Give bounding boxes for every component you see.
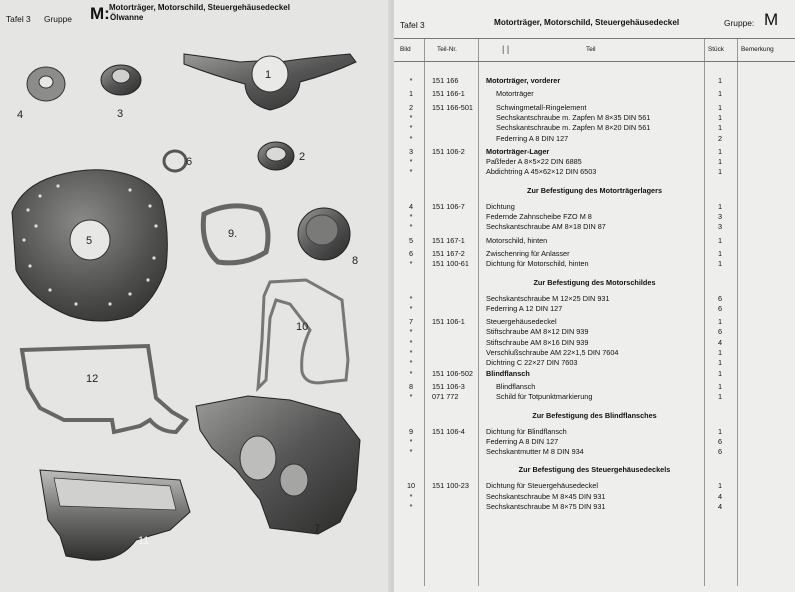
cell-teil: Blindflansch: [496, 381, 536, 391]
cell-teil-nr: 071 772: [432, 392, 459, 402]
gasket-ring-part: [17, 67, 65, 121]
cell-bild: *: [409, 212, 413, 221]
header-bild: Bild: [400, 46, 411, 53]
cell-stueck: 1: [717, 123, 723, 133]
cell-stueck: 1: [717, 317, 723, 327]
cell-teil: Blindflansch: [486, 368, 530, 378]
svg-text:12: 12: [86, 373, 99, 385]
cell-stueck: 1: [717, 102, 723, 112]
cell-bild: 7: [408, 317, 414, 327]
table-row: [394, 167, 795, 177]
cell-bild: *: [409, 436, 413, 446]
table-row: [394, 481, 795, 491]
cell-stueck: 4: [717, 491, 723, 501]
svg-text:2: 2: [299, 151, 306, 163]
cell-stueck: 1: [717, 481, 723, 491]
cell-bild: 8: [408, 381, 414, 391]
cell-bild: *: [409, 157, 413, 167]
table-header: [394, 38, 795, 62]
cell-teil: Sechskantschraube M 8×45 DIN 931: [486, 491, 606, 501]
table-row: [394, 392, 795, 402]
table-row: [394, 382, 795, 392]
flange-ring-part: [101, 65, 141, 120]
cell-stueck: 6: [717, 293, 723, 303]
right-gruppe-label: Gruppe:: [724, 18, 755, 28]
bearing-part: [258, 142, 305, 170]
cell-bild: *: [409, 368, 413, 378]
cell-teil: Federnde Zahnscheibe FZO M 8: [486, 212, 592, 221]
cell-stueck: 4: [717, 502, 723, 511]
table-row: [394, 427, 795, 437]
cell-teil-nr: 151 166-1: [432, 89, 465, 99]
svg-text:10: 10: [296, 321, 309, 333]
cell-stueck: 1: [717, 348, 723, 357]
cell-stueck: 1: [717, 259, 723, 269]
header-teil-nr: Teil-Nr.: [437, 46, 457, 53]
cell-teil: Schwingmetall-Ringelement: [496, 102, 587, 112]
cell-teil: Dichtung für Blindflansch: [486, 426, 567, 436]
section-heading: Zur Befestigung des Motorschildes: [533, 277, 656, 287]
cell-stueck: 1: [717, 76, 723, 85]
left-group-letter: M:: [90, 4, 110, 23]
cell-bild: *: [409, 337, 413, 347]
cell-bild: 10: [406, 481, 416, 491]
cell-stueck: 1: [717, 89, 723, 99]
left-title-line2: Ölwanne: [110, 13, 144, 22]
svg-text:3: 3: [117, 108, 124, 120]
cell-bild: *: [409, 447, 413, 457]
cell-teil-nr: 151 166-501: [432, 102, 473, 112]
cell-teil: Dichtung für Motorschild, hinten: [486, 259, 589, 269]
cell-stueck: 6: [717, 436, 723, 446]
cell-teil: Schild für Totpunktmarkierung: [496, 392, 593, 402]
table-row: [394, 317, 795, 327]
header-bemerkung: Bemerkung: [741, 46, 774, 53]
cell-stueck: 1: [717, 112, 723, 122]
table-row: [394, 113, 795, 123]
table-row: [394, 338, 795, 348]
cell-teil: Federring A 12 DIN 127: [486, 303, 563, 313]
cover-gasket-part: [258, 280, 348, 388]
cell-teil-nr: 151 106-1: [432, 317, 465, 327]
svg-text:5: 5: [86, 235, 93, 247]
cell-stueck: 1: [717, 235, 723, 245]
svg-text:1: 1: [265, 69, 272, 81]
table-row: [394, 294, 795, 304]
cell-bild: *: [409, 293, 413, 303]
table-row: [394, 222, 795, 232]
cell-teil-nr: 151 106-502: [432, 368, 473, 378]
cell-stueck: 6: [717, 327, 723, 337]
cell-stueck: 1: [717, 392, 723, 402]
cell-teil-nr: 151 100-61: [432, 259, 469, 269]
left-page: [0, 0, 392, 592]
timing-case-cover-part: [196, 396, 360, 535]
cell-stueck: 6: [717, 303, 723, 313]
cell-teil: Zwischenring für Anlasser: [486, 248, 570, 258]
table-row: [394, 202, 795, 212]
right-page: [394, 0, 795, 592]
svg-text:6: 6: [186, 156, 193, 168]
cell-teil: Motorträger, vorderer: [486, 76, 561, 85]
cell-teil: Sechskantschraube m. Zapfen M 8×35 DIN 561: [496, 112, 651, 122]
right-tafel-label: Tafel 3: [400, 20, 425, 30]
cell-bild: 5: [408, 235, 414, 245]
cell-teil: Dichtung: [486, 201, 515, 211]
section-heading: Zur Befestigung des Steuergehäusedeckels: [518, 465, 671, 475]
header-stueck: Stück: [708, 46, 724, 53]
cell-teil-nr: 151 167-1: [432, 235, 465, 245]
cell-teil: Sechskantschraube M 12×25 DIN 931: [486, 293, 610, 303]
svg-text:7: 7: [314, 523, 321, 535]
cell-stueck: 3: [717, 212, 723, 221]
right-group-letter: M: [764, 10, 779, 29]
cell-bild: 1: [408, 89, 414, 99]
table-row: [394, 76, 795, 86]
cell-teil: Sechskantschraube M 8×75 DIN 931: [486, 502, 606, 511]
cell-stueck: 1: [717, 201, 723, 211]
table-row: [394, 327, 795, 337]
cell-teil: Stiftschraube AM 8×16 DIN 939: [486, 337, 589, 347]
cell-stueck: 1: [717, 146, 723, 156]
cell-stueck: 1: [717, 248, 723, 258]
cell-bild: *: [409, 167, 413, 177]
cell-bild: *: [409, 502, 413, 511]
cell-bild: 2: [408, 102, 414, 112]
cell-bild: *: [409, 123, 413, 133]
cell-bild: *: [409, 259, 413, 269]
table-row: [394, 249, 795, 259]
cell-stueck: 4: [717, 337, 723, 347]
table-row: [394, 358, 795, 368]
cell-bild: *: [409, 358, 413, 368]
svg-text:8: 8: [352, 255, 359, 267]
table-row: [394, 103, 795, 113]
cell-bild: *: [409, 133, 413, 143]
cell-bild: *: [409, 303, 413, 313]
table-row: [394, 437, 795, 447]
cell-teil: Dichtung für Steuergehäusedeckel: [486, 481, 598, 491]
cell-teil: Motorträger: [496, 89, 534, 99]
cell-teil-nr: 151 106-3: [432, 381, 465, 391]
cell-teil: Paßfeder A 8×5×22 DIN 6885: [486, 157, 582, 167]
cell-stueck: 1: [717, 426, 723, 436]
cell-teil: Sechskantschraube m. Zapfen M 8×20 DIN 561: [496, 123, 651, 133]
right-page-title: Motorträger, Motorschild, Steuergehäusedeckel: [494, 18, 680, 27]
cell-stueck: 1: [717, 167, 723, 177]
intermediate-ring-part: [164, 151, 192, 171]
cell-teil-nr: 151 166: [432, 76, 459, 85]
cell-teil: Steuergehäusedeckel: [486, 317, 557, 327]
cell-teil-nr: 151 167-2: [432, 248, 465, 258]
cell-teil-nr: 151 100-23: [432, 481, 469, 491]
cell-stueck: 6: [717, 447, 723, 457]
cell-teil: Motorträger-Lager: [486, 146, 550, 156]
cell-teil: Federring A 8 DIN 127: [496, 133, 569, 143]
cell-bild: *: [409, 76, 413, 85]
table-row: [394, 134, 795, 144]
table-row: [394, 157, 795, 167]
cell-teil: Verschlußschraube AM 22×1,5 DIN 7604: [486, 348, 619, 357]
cell-stueck: 2: [717, 133, 723, 143]
svg-text:11: 11: [138, 535, 150, 547]
cell-stueck: 3: [717, 222, 723, 232]
cell-bild: *: [409, 392, 413, 402]
cell-stueck: 1: [717, 157, 723, 167]
cell-bild: 4: [408, 201, 414, 211]
cell-bild: 6: [408, 248, 414, 258]
cell-teil: Motorschild, hinten: [486, 235, 548, 245]
cell-bild: 9: [408, 426, 414, 436]
cell-bild: 3: [408, 146, 414, 156]
table-row: [394, 89, 795, 99]
cell-teil: Sechskantmutter M 8 DIN 934: [486, 447, 584, 457]
table-row: [394, 348, 795, 358]
cell-teil: Stiftschraube AM 8×12 DIN 939: [486, 327, 589, 337]
section-heading: Zur Befestigung des Blindflansches: [532, 410, 657, 420]
blind-flange-part: [298, 208, 358, 267]
cell-stueck: 1: [717, 368, 723, 378]
oil-pan-part: [40, 470, 190, 560]
cell-teil-nr: 151 106-4: [432, 426, 465, 436]
left-tafel-label: Tafel 3: [6, 14, 31, 24]
blind-flange-gasket-part: [203, 206, 268, 263]
left-gruppe-label: Gruppe: [44, 14, 72, 24]
table-row: [394, 492, 795, 502]
column-tick-marks: | |: [502, 44, 510, 54]
cell-bild: *: [409, 112, 413, 122]
table-row: [394, 447, 795, 457]
table-row: [394, 259, 795, 269]
cell-bild: *: [409, 327, 413, 337]
oil-pan-gasket-part: [22, 346, 186, 432]
table-row: [394, 369, 795, 379]
motor-shield-plate-part: [12, 170, 167, 321]
cell-teil-nr: 151 106-7: [432, 201, 465, 211]
cell-stueck: 1: [717, 358, 723, 368]
cell-bild: *: [409, 348, 413, 357]
header-teil: Teil: [586, 46, 596, 53]
svg-text:4: 4: [17, 109, 24, 121]
cell-teil: Sechskantschraube AM 8×18 DIN 87: [486, 222, 606, 232]
table-row: [394, 212, 795, 222]
motor-carrier-part: [184, 54, 356, 110]
table-row: [394, 236, 795, 246]
table-row: [394, 123, 795, 133]
cell-teil: Dichtring C 22×27 DIN 7603: [486, 358, 578, 368]
exploded-parts-illustration: [0, 0, 392, 592]
section-heading: Zur Befestigung des Motorträgerlagers: [526, 185, 662, 195]
cell-teil: Federring A 8 DIN 127: [486, 436, 559, 446]
left-title-line1: Motorträger, Motorschild, Steuergehäusedeckel: [109, 3, 290, 12]
svg-text:9.: 9.: [228, 228, 238, 240]
cell-teil: Abdichtring A 45×62×12 DIN 6503: [486, 167, 597, 177]
cell-bild: *: [409, 222, 413, 232]
cell-stueck: 1: [717, 381, 723, 391]
cell-bild: *: [409, 491, 413, 501]
table-row: [394, 304, 795, 314]
table-row: [394, 502, 795, 512]
cell-teil-nr: 151 106-2: [432, 146, 465, 156]
table-row: [394, 147, 795, 157]
parts-table: [394, 38, 795, 592]
